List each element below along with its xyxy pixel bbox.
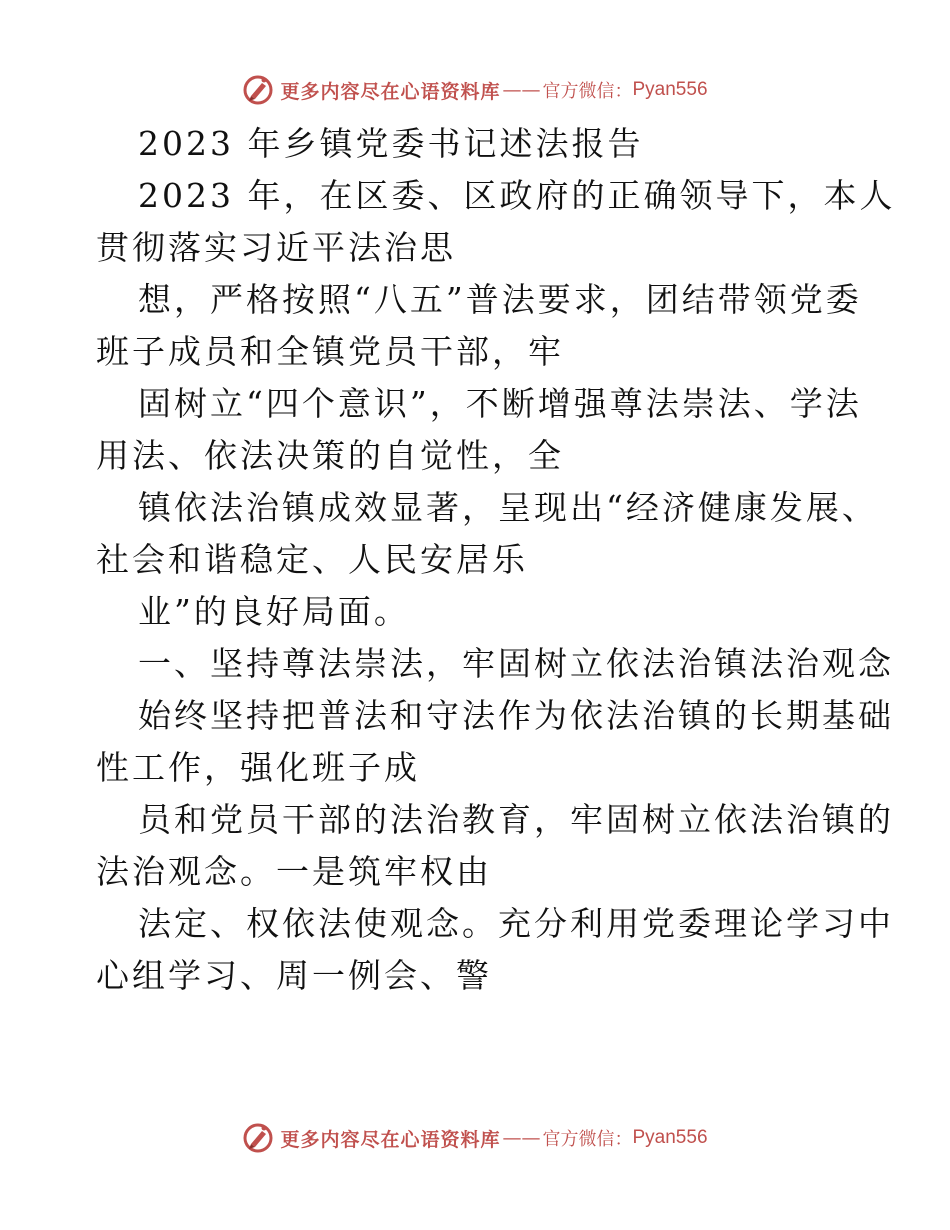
paragraph-line: 2023 年，在区委、区政府的正确领导下，本人: [138, 176, 896, 215]
banner-wechat-id: Pyan556: [632, 1127, 708, 1148]
paragraph-line: 镇依法治镇成效显著，呈现出“经济健康发展、: [138, 488, 878, 527]
paragraph-line: 业”的良好局面。: [138, 592, 410, 631]
paragraph-line: 始终坚持把普法和守法作为依法治镇的长期基础: [138, 696, 894, 735]
paragraph-line: 想，严格按照“八五”普法要求，团结带领党委: [138, 280, 862, 319]
header-watermark-banner: [0, 70, 950, 110]
footer-watermark-banner: [0, 1118, 950, 1158]
banner-main-text: 更多内容尽在心语资料库: [280, 80, 501, 103]
paragraph-line: 法治观念。一是筑牢权由: [96, 852, 492, 891]
paragraph-line: 用法、依法决策的自觉性，全: [96, 436, 564, 475]
document-body: [96, 118, 896, 1002]
paragraph-line: 班子成员和全镇党员干部，牢: [96, 332, 564, 371]
paragraph-line: 社会和谐稳定、人民安居乐: [96, 540, 528, 579]
paragraph-line: 性工作，强化班子成: [96, 748, 420, 787]
banner-separator: ——: [502, 79, 541, 101]
document-title: 2023 年乡镇党委书记述法报告: [138, 124, 644, 163]
banner-sub-text: 官方微信：: [542, 1129, 633, 1150]
banner-wechat-id: Pyan556: [632, 79, 708, 100]
paragraph-line: 心组学习、周一例会、警: [96, 956, 492, 995]
paragraph-line: 法定、权依法使观念。充分利用党委理论学习中: [138, 904, 894, 943]
paragraph-line: 贯彻落实习近平法治思: [96, 228, 456, 267]
banner-sub-text: 官方微信：: [542, 81, 633, 102]
paragraph-line: 固树立“四个意识”，不断增强尊法崇法、学法: [138, 384, 862, 423]
banner-separator: ——: [502, 1127, 541, 1149]
section-heading: 一、坚持尊法崇法，牢固树立依法治镇法治观念: [138, 644, 894, 683]
paragraph-line: 员和党员干部的法治教育，牢固树立依法治镇的: [138, 800, 894, 839]
pen-circle-logo-icon: [242, 1122, 274, 1154]
banner-main-text: 更多内容尽在心语资料库: [280, 1128, 501, 1151]
pen-circle-logo-icon: [242, 74, 274, 106]
